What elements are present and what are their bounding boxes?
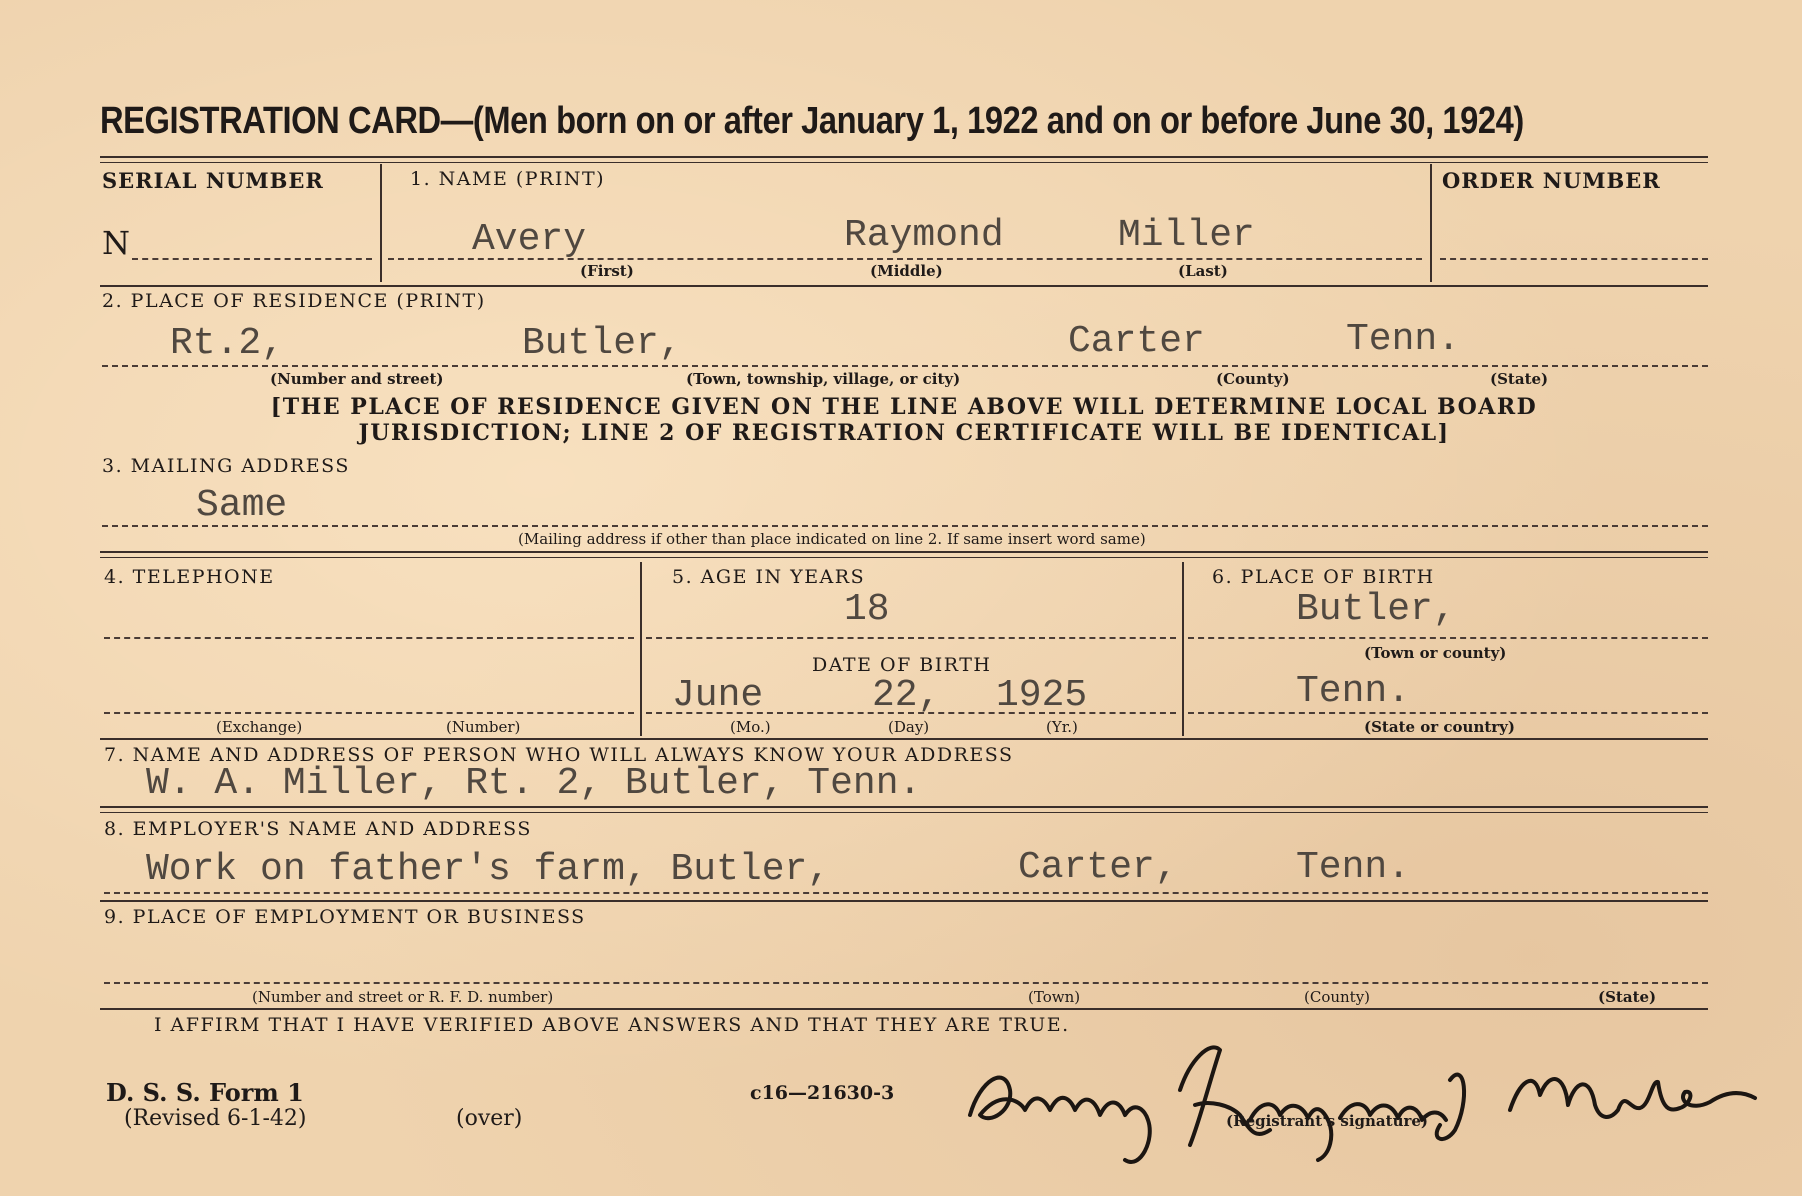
street-caption: (Number and street): [270, 370, 444, 388]
first-caption: (First): [580, 262, 634, 280]
row8-rule: [100, 900, 1708, 902]
form-revised: (Revised 6-1-42): [124, 1106, 307, 1131]
employment-street-caption: (Number and street or R. F. D. number): [252, 988, 554, 1006]
residence-county: Carter: [1068, 320, 1205, 363]
employment-state-caption: (State): [1598, 988, 1657, 1006]
row9-rule: [100, 1008, 1708, 1010]
day-caption: (Day): [888, 718, 930, 736]
row3-rule: [100, 551, 1708, 553]
order-number-label: ORDER NUMBER: [1442, 168, 1661, 193]
divider-phone: [640, 562, 642, 736]
employer-label: 8. EMPLOYER'S NAME AND ADDRESS: [104, 818, 532, 840]
birth-state-line: [1188, 712, 1708, 714]
age-line: [646, 637, 1176, 639]
residence-street: Rt.2,: [170, 322, 285, 365]
contact-label: 7. NAME AND ADDRESS OF PERSON WHO WILL ALWAYS KNOW YOUR ADDRESS: [104, 744, 1014, 766]
name-line: [388, 258, 1422, 260]
mailing-line: [102, 525, 1708, 527]
divider-serial: [380, 164, 382, 282]
employer-value: Work on father's farm, Butler,: [146, 848, 831, 891]
birth-state-caption: (State or country): [1364, 718, 1515, 736]
employer-state: Tenn.: [1296, 846, 1411, 889]
middle-caption: (Middle): [870, 262, 943, 280]
last-caption: (Last): [1178, 262, 1228, 280]
order-line: [1440, 258, 1708, 260]
dob-line: [646, 712, 1176, 714]
notice-line-2: JURISDICTION; LINE 2 OF REGISTRATION CERTIFICATE WILL BE IDENTICAL]: [358, 420, 1450, 446]
employment-line: [104, 982, 1708, 984]
contact-value: W. A. Miller, Rt. 2, Butler, Tenn.: [146, 762, 922, 805]
age-value: 18: [844, 588, 890, 631]
county-caption: (County): [1216, 370, 1290, 388]
state-caption: (State): [1490, 370, 1549, 388]
title-rule-2: [100, 162, 1708, 163]
employment-label: 9. PLACE OF EMPLOYMENT OR BUSINESS: [104, 906, 586, 928]
card-title: REGISTRATION CARD—(Men born on or after January 1, 1922 and on or before June 30, 1924): [100, 100, 1524, 142]
employer-county: Carter,: [1018, 846, 1178, 889]
residence-line: [102, 365, 1708, 367]
divider-age: [1182, 562, 1184, 736]
serial-line: [132, 258, 372, 260]
divider-order: [1430, 164, 1432, 282]
number-caption: (Number): [446, 718, 521, 736]
serial-number-label: SERIAL NUMBER: [102, 168, 324, 193]
row1-rule: [100, 285, 1708, 287]
age-label: 5. AGE IN YEARS: [672, 566, 866, 588]
dob-year: 1925: [996, 674, 1088, 717]
last-name-value: Miller: [1118, 214, 1255, 257]
form-name: D. S. S. Form 1: [106, 1078, 304, 1107]
dob-day: 22,: [872, 674, 941, 717]
serial-prefix: N: [102, 224, 130, 262]
mailing-caption: (Mailing address if other than place indicated on line 2. If same insert word same): [518, 530, 1146, 548]
town-caption: (Town, township, village, or city): [686, 370, 961, 388]
row4-rule: [100, 738, 1708, 740]
first-name-value: Avery: [472, 218, 587, 261]
birth-town-line: [1188, 637, 1708, 639]
employment-town-caption: (Town): [1028, 988, 1081, 1006]
affirmation-text: I AFFIRM THAT I HAVE VERIFIED ABOVE ANSWERS AND THAT THEY ARE TRUE.: [154, 1014, 1070, 1036]
dob-label: DATE OF BIRTH: [812, 654, 992, 676]
middle-name-value: Raymond: [844, 214, 1004, 257]
mailing-value: Same: [196, 484, 288, 527]
employer-line: [104, 892, 1708, 894]
form-code: c16—21630-3: [750, 1082, 895, 1104]
row7-rule: [100, 806, 1708, 808]
signature-caption: (Registrant's signature): [1226, 1112, 1429, 1130]
residence-state: Tenn.: [1346, 318, 1461, 361]
birthplace-label: 6. PLACE OF BIRTH: [1212, 566, 1435, 588]
title-rule: [100, 156, 1708, 158]
row7-rule-2: [100, 812, 1708, 813]
employment-county-caption: (County): [1304, 988, 1371, 1006]
mailing-label: 3. MAILING ADDRESS: [102, 455, 350, 477]
row3-rule-2: [100, 557, 1708, 558]
telephone-line-1: [104, 637, 634, 639]
form-over: (over): [456, 1106, 523, 1131]
telephone-label: 4. TELEPHONE: [104, 566, 275, 588]
registrant-signature: [950, 1020, 1770, 1170]
birth-town-caption: (Town or county): [1364, 644, 1507, 662]
mo-caption: (Mo.): [730, 718, 771, 736]
birth-town-value: Butler,: [1296, 588, 1456, 631]
telephone-line-2: [104, 712, 634, 714]
residence-town: Butler,: [522, 322, 682, 365]
dob-month: June: [672, 674, 764, 717]
name-label: 1. NAME (PRINT): [410, 168, 606, 190]
exchange-caption: (Exchange): [216, 718, 303, 736]
residence-label: 2. PLACE OF RESIDENCE (PRINT): [102, 290, 486, 312]
yr-caption: (Yr.): [1046, 718, 1078, 736]
birth-state-value: Tenn.: [1296, 670, 1411, 713]
notice-line-1: [THE PLACE OF RESIDENCE GIVEN ON THE LINE ABOVE WILL DETERMINE LOCAL BOARD: [270, 394, 1538, 420]
